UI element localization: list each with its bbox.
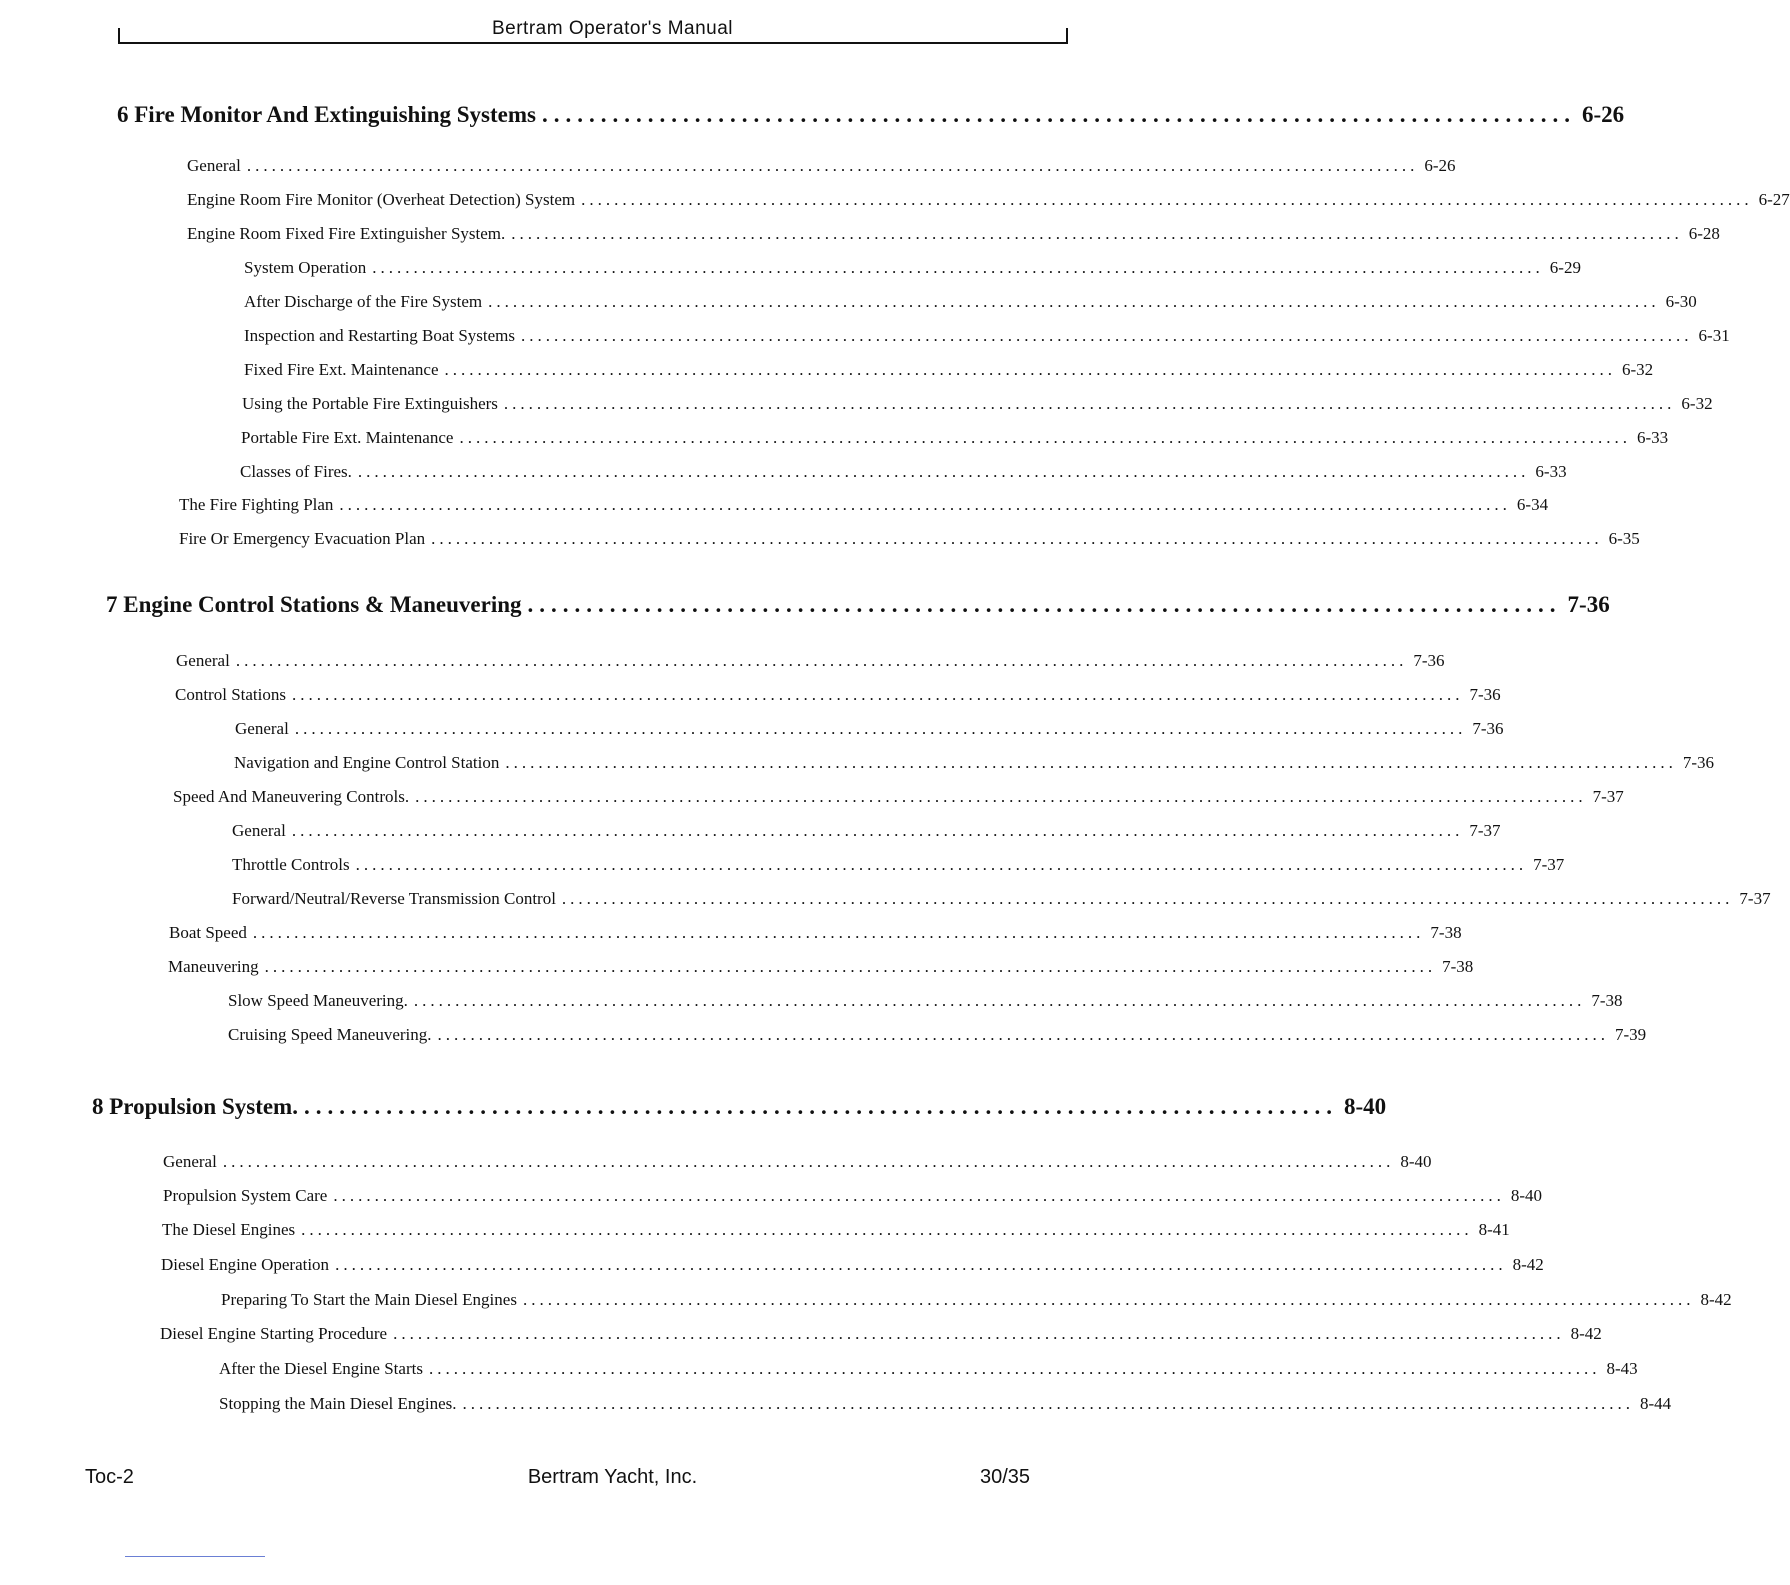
dot-leader: .............................................................................................................................................. xyxy=(291,685,1464,704)
entry-page: 6-33 xyxy=(1535,462,1567,481)
toc-entry xyxy=(228,1025,1647,1045)
toc-entry xyxy=(221,1290,1732,1310)
toc-entry xyxy=(219,1394,1672,1414)
toc-entry xyxy=(160,1324,1602,1344)
entry-label: General xyxy=(176,651,230,670)
dot-leader: .............................................................................................................................................. xyxy=(246,156,1419,175)
entry-label: Speed And Maneuvering Controls. xyxy=(173,787,410,806)
toc-entry xyxy=(169,923,1462,943)
dot-leader: .............................................................................................................................................. xyxy=(488,292,1660,311)
entry-label: Control Stations xyxy=(175,685,286,704)
toc-entry xyxy=(219,1359,1638,1379)
dot-leader: .............................................................................................................................................. xyxy=(301,1220,1473,1239)
dot-leader: .............................................................................................................................................. xyxy=(393,1324,1565,1343)
entry-label: Portable Fire Ext. Maintenance xyxy=(241,428,454,447)
chapter-title: 8 Propulsion System. xyxy=(92,1094,298,1119)
dot-leader: .............................................................................................................................................. xyxy=(521,326,1693,345)
toc-entry xyxy=(162,1220,1510,1240)
dot-leader: .............................................................................................................................................. xyxy=(428,1359,1601,1378)
toc-entry xyxy=(173,787,1624,807)
entry-page: 7-37 xyxy=(1469,821,1501,840)
entry-label: Stopping the Main Diesel Engines. xyxy=(219,1394,457,1413)
dot-leader: ........................................................................................ xyxy=(527,592,1562,617)
dot-leader: .............................................................................................................................................. xyxy=(505,753,1677,772)
toc-entry xyxy=(179,495,1549,515)
entry-label: The Fire Fighting Plan xyxy=(179,495,334,514)
dot-leader: .............................................................................................................................................. xyxy=(415,787,1587,806)
toc-entry xyxy=(187,224,1720,244)
entry-label: Engine Room Fixed Fire Extinguisher System. xyxy=(187,224,506,243)
toc-entry xyxy=(163,1152,1432,1172)
entry-label: General xyxy=(232,821,286,840)
entry-page: 6-28 xyxy=(1688,224,1720,243)
dot-leader: .............................................................................................................................................. xyxy=(372,258,1544,277)
toc-entry xyxy=(244,258,1581,278)
entry-page: 6-32 xyxy=(1681,394,1713,413)
entry-page: 6-26 xyxy=(1424,156,1456,175)
entry-page: 8-43 xyxy=(1606,1359,1638,1378)
entry-label: Classes of Fires. xyxy=(240,462,352,481)
dot-leader: .............................................................................................................................................. xyxy=(333,1186,1505,1205)
dot-leader: .............................................................................................................................................. xyxy=(431,529,1603,548)
entry-page: 8-42 xyxy=(1512,1255,1544,1274)
entry-page: 7-38 xyxy=(1442,957,1474,976)
dot-leader: .............................................................................................................................................. xyxy=(357,462,1530,481)
dot-leader: .............................................................................................................................................. xyxy=(437,1025,1609,1044)
toc-entry xyxy=(232,821,1501,841)
entry-label: After the Diesel Engine Starts xyxy=(219,1359,423,1378)
entry-label: Diesel Engine Operation xyxy=(161,1255,330,1274)
header-rule xyxy=(118,42,1068,44)
toc-entry xyxy=(244,360,1654,380)
bottom-rule xyxy=(125,1556,265,1557)
dot-leader: .............................................................................................................................................. xyxy=(413,991,1586,1010)
entry-page: 6-30 xyxy=(1665,292,1697,311)
entry-label: Maneuvering xyxy=(168,957,259,976)
dot-leader: .............................................................................................................................................. xyxy=(581,190,1753,209)
toc-entry xyxy=(242,394,1713,414)
entry-page: 7-37 xyxy=(1533,855,1565,874)
entry-label: Slow Speed Maneuvering. xyxy=(228,991,408,1010)
entry-page: 8-44 xyxy=(1640,1394,1672,1413)
entry-label: General xyxy=(187,156,241,175)
dot-leader: .............................................................................................................................................. xyxy=(222,1152,1395,1171)
entry-page: 6-27 xyxy=(1758,190,1790,209)
entry-page: 7-36 xyxy=(1682,753,1715,772)
dot-leader: .............................................................................................................................................. xyxy=(291,821,1464,840)
toc-entry xyxy=(241,428,1669,448)
toc-entry xyxy=(228,991,1623,1011)
entry-page: 8-42 xyxy=(1570,1324,1602,1343)
entry-page: 6-34 xyxy=(1516,495,1549,514)
entry-page: 6-35 xyxy=(1608,529,1640,548)
dot-leader: ........................................................................................ xyxy=(541,102,1576,127)
toc-entry xyxy=(232,889,1771,909)
entry-label: General xyxy=(235,719,289,738)
dot-leader: .............................................................................................................................................. xyxy=(339,495,1511,514)
toc-entry xyxy=(235,719,1504,739)
entry-page: 8-41 xyxy=(1478,1220,1510,1239)
toc-entry xyxy=(176,651,1445,671)
toc-entry xyxy=(161,1255,1544,1275)
entry-label: Boat Speed xyxy=(169,923,247,942)
toc-entry xyxy=(163,1186,1543,1206)
toc-entry xyxy=(234,753,1715,773)
running-title: Bertram Operator's Manual xyxy=(491,18,734,39)
chapter-page: 8-40 xyxy=(1343,1094,1387,1119)
dot-leader: .............................................................................................................................................. xyxy=(522,1290,1695,1309)
toc-entry xyxy=(240,462,1567,482)
chapter-title: 7 Engine Control Stations & Maneuvering xyxy=(106,592,522,617)
entry-label: The Diesel Engines xyxy=(162,1220,296,1239)
chapter-7-heading xyxy=(106,592,1610,618)
dot-leader: .............................................................................................................................................. xyxy=(511,224,1683,243)
dot-leader: ........................................................................................ xyxy=(303,1094,1338,1119)
entry-page: 7-36 xyxy=(1413,651,1445,670)
entry-label: Using the Portable Fire Extinguishers xyxy=(242,394,498,413)
dot-leader: .............................................................................................................................................. xyxy=(335,1255,1507,1274)
entry-page: 7-38 xyxy=(1430,923,1462,942)
toc-entry xyxy=(187,190,1790,210)
dot-leader: .............................................................................................................................................. xyxy=(503,394,1676,413)
entry-page: 7-37 xyxy=(1592,787,1624,806)
entry-page: 7-36 xyxy=(1472,719,1504,738)
entry-label: General xyxy=(163,1152,217,1171)
toc-entry xyxy=(175,685,1501,705)
entry-page: 8-40 xyxy=(1400,1152,1432,1171)
entry-label: Throttle Controls xyxy=(232,855,350,874)
footer-publisher: Bertram Yacht, Inc. xyxy=(527,1466,698,1488)
entry-label: Fixed Fire Ext. Maintenance xyxy=(244,360,439,379)
dot-leader: .............................................................................................................................................. xyxy=(264,957,1437,976)
entry-label: Fire Or Emergency Evacuation Plan xyxy=(179,529,426,548)
dot-leader: .............................................................................................................................................. xyxy=(444,360,1617,379)
footer-section-code: Toc-2 xyxy=(85,1466,134,1488)
entry-page: 7-37 xyxy=(1739,889,1771,908)
entry-label: Engine Room Fire Monitor (Overheat Detection) System xyxy=(187,190,576,209)
dot-leader: .............................................................................................................................................. xyxy=(252,923,1425,942)
toc-entry xyxy=(244,326,1730,346)
entry-label: After Discharge of the Fire System xyxy=(244,292,483,311)
chapter-8-heading xyxy=(92,1094,1387,1120)
dot-leader: .............................................................................................................................................. xyxy=(462,1394,1635,1413)
entry-page: 8-42 xyxy=(1700,1290,1732,1309)
dot-leader: .............................................................................................................................................. xyxy=(294,719,1467,738)
entry-page: 6-29 xyxy=(1549,258,1581,277)
entry-label: Forward/Neutral/Reverse Transmission Control xyxy=(232,889,556,908)
toc-entry xyxy=(244,292,1697,312)
footer-page-count: 30/35 xyxy=(980,1466,1031,1488)
chapter-page: 6-26 xyxy=(1581,102,1625,127)
dot-leader: .............................................................................................................................................. xyxy=(459,428,1631,447)
chapter-title: 6 Fire Monitor And Extinguishing Systems xyxy=(117,102,536,127)
entry-page: 7-38 xyxy=(1591,991,1623,1010)
toc-entry xyxy=(187,156,1456,176)
toc-entry xyxy=(232,855,1565,875)
entry-label: System Operation xyxy=(244,258,367,277)
dot-leader: .............................................................................................................................................. xyxy=(235,651,1408,670)
entry-label: Propulsion System Care xyxy=(163,1186,328,1205)
entry-label: Preparing To Start the Main Diesel Engines xyxy=(221,1290,517,1309)
toc-entry xyxy=(168,957,1474,977)
entry-label: Cruising Speed Maneuvering. xyxy=(228,1025,432,1044)
entry-page: 6-33 xyxy=(1636,428,1669,447)
entry-label: Diesel Engine Starting Procedure xyxy=(160,1324,388,1343)
entry-page: 7-36 xyxy=(1469,685,1501,704)
chapter-page: 7-36 xyxy=(1567,592,1610,617)
toc-entry xyxy=(179,529,1640,549)
entry-page: 6-31 xyxy=(1698,326,1730,345)
entry-page: 8-40 xyxy=(1510,1186,1543,1205)
entry-label: Navigation and Engine Control Station xyxy=(234,753,500,772)
entry-page: 7-39 xyxy=(1615,1025,1647,1044)
entry-page: 6-32 xyxy=(1622,360,1654,379)
entry-label: Inspection and Restarting Boat Systems xyxy=(244,326,516,345)
dot-leader: .............................................................................................................................................. xyxy=(561,889,1734,908)
dot-leader: .............................................................................................................................................. xyxy=(355,855,1528,874)
chapter-6-heading xyxy=(117,102,1625,128)
